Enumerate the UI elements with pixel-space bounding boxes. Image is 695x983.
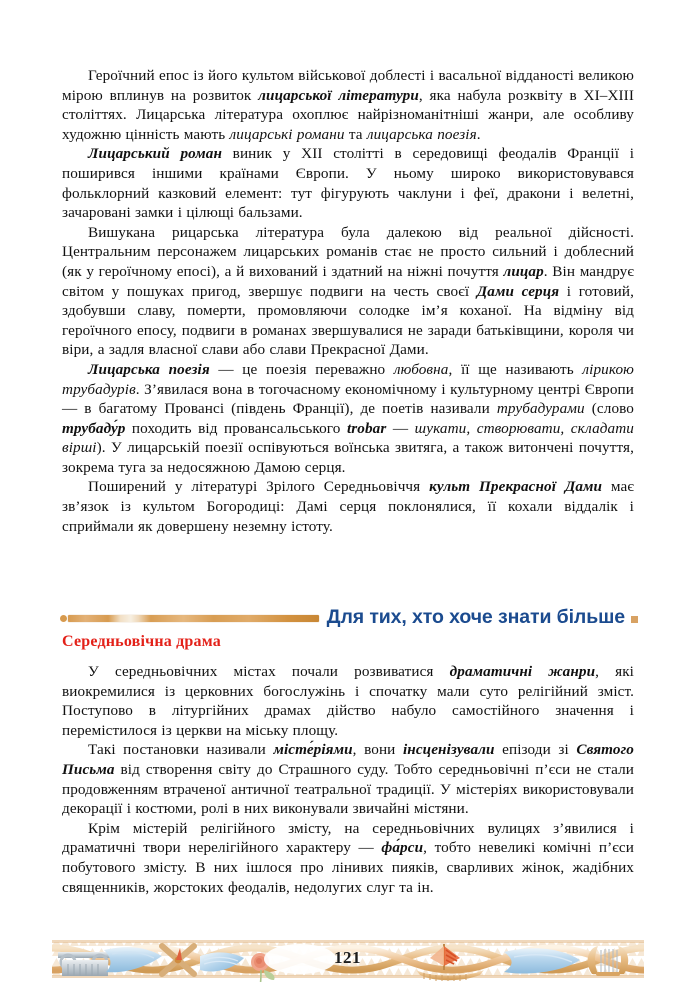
more-info-band (60, 603, 638, 631)
more-paragraph-1: У середньовічних містах почали розвиватися драматичні жанри, які виокремилися із церковних богослужінь і спочатку мали суто релігійний зміст. Поступово в літургійних драмах дійство набуло самостійного значення і перемістилося із церкви на міську площу. (62, 663, 634, 739)
more-info-text-column (62, 662, 634, 897)
page-number: 121 (334, 948, 361, 967)
decorative-rule (60, 612, 319, 624)
more-paragraph-3: Крім містерій релігійного змісту, на середньовічних вулицях з’явилися і драматичні твори нерелігійного характеру — фа́рси, тобто невеликі комічні п’єси побутового змісту. В них ішлося про лінивих пияків, сварливих жінок, жадібних священників, жорстоких феодалів, недолугих слуг та ін. (62, 819, 634, 896)
subheading-medieval-drama: Середньовічна драма (62, 633, 221, 650)
main-text-column (62, 66, 634, 536)
paragraph-2: Лицарський роман виник у ХІІ столітті в середовищі феодалів Франції і поширився іншими країнами Європи. У ньому широко використовувався фольклорний казковий елемент: тут фігурують чаклуни і феї, дракони і велетні, зачаровані замки і цілющі бальзами. (62, 145, 635, 222)
more-info-title: Для тих, хто хоче знати більше (326, 606, 625, 628)
rule-end-dot-icon (631, 616, 638, 623)
paragraph-1: Героїчний епос із його культом військової доблесті і васальної відданості великою мірою вплинув на розвиток лицарської літератури, яка набула розквіту в ХІ–ХІІІ століттях. Лицарська література охоплює найрізноманітніші жанри, але особливу художню цінність мають лицарські романи та лицарська поезія. (62, 67, 634, 143)
more-paragraph-2: Такі постановки називали місте́ріями, вони інсценізували епізоди зі Святого Письма від створення світу до Страшного суду. Тобто середньовічні п’єси не стали продовженням втраченої античної театральної традиції. У містеріях використовували декорації і костюми, ролі в них виконували звичайні містяни. (62, 741, 634, 818)
paragraph-3: Вишукана рицарська література була далекою від реальної дійсності. Центральним персонажем лицарських романів стає не просто сильний і доблесний (як у героїчному епосі), а й вихований і здатний на ніжні почуття лицар. Він мандрує світом у пошуках пригод, звершує подвиги на честь своєї Дами серця і готовий, здобувши славу, померти, промовляючи солодке ім’я коханої. На відміну від героїчного епосу, подвиги в романах звершувалися не заради батьківщини, короля чи віри, а задля власної слави або слави Прекрасної Дами. (62, 223, 634, 359)
rule-bar-icon (68, 615, 319, 622)
paragraph-5: Поширений у літературі Зрілого Середньовіччя культ Прекрасної Дами має зв’язок із культом Богородиці: Дамі серця поклонялися, її кохали віддалік і сприймали як довершену неземну істоту. (62, 478, 634, 535)
paragraph-4: Лицарська поезія — це поезія переважно любовна, її ще називають лірикою трубадурів. З’явилася вона в тогочасному економічному і культурному центрі Європи — в багатому Провансі (південь Франції), де поетів називали трубадурами (слово трубаду́р походить від провансальського trobar — шукати, створювати, складати вірші). У лицарській поезії оспівуються воїнська звитяга, а також витончені почуття, зокрема туга за недосяжною Дамою серця. (62, 360, 634, 476)
rule-start-dot-icon (60, 615, 67, 622)
